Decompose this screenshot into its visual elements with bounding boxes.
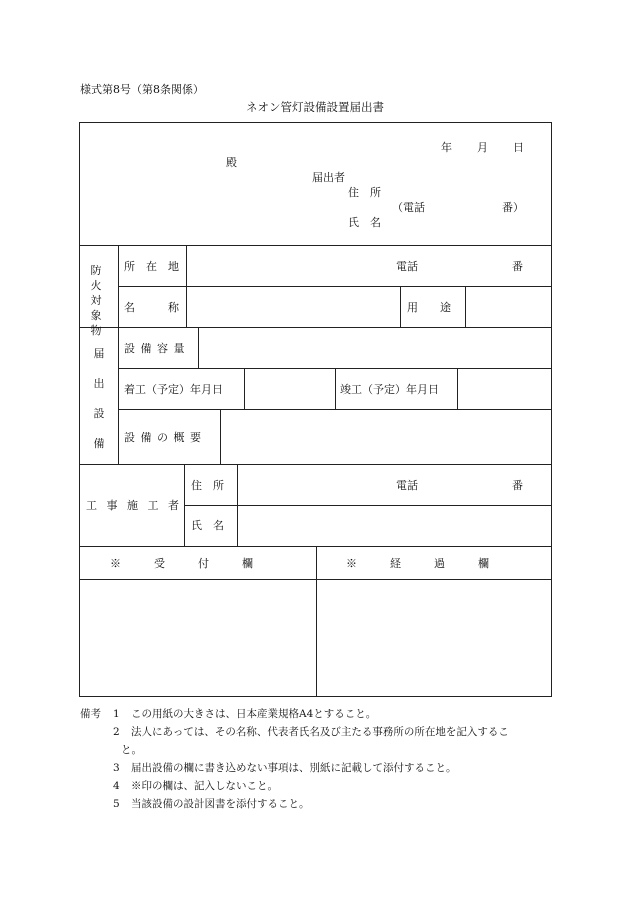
rule-office-split: [316, 546, 317, 697]
location-label: 所 在 地: [124, 260, 179, 273]
form-number: 様式第8号（第8条関係）: [80, 83, 204, 96]
rule-equip-2: [118, 409, 551, 410]
note-text: ※印の欄は、記入しないこと。: [131, 780, 278, 792]
note-continuation: と。: [121, 744, 142, 756]
date-day: 日: [513, 141, 524, 154]
date-year: 年: [441, 141, 452, 154]
rule-top-block: [80, 245, 551, 246]
rule-target-mid: [118, 286, 551, 287]
location-phone-unit: 番: [512, 260, 523, 273]
note-number: 4: [113, 780, 120, 792]
contractor-name-label: 氏 名: [191, 519, 224, 532]
rule-capacity-label: [198, 327, 199, 368]
rule-contractor-label: [237, 464, 238, 546]
form-table: [79, 122, 552, 697]
location-phone-label: 電話: [396, 260, 418, 273]
rule-start-label: [244, 368, 245, 409]
notifier-phone-open: （電話: [392, 201, 425, 214]
progress-column-label: ※ 経 過 欄: [346, 557, 489, 570]
rule-overview-label: [220, 409, 221, 464]
note-text: この用紙の大きさは、日本産業規格A4とすること。: [131, 708, 377, 720]
target-name-label: 名 称: [124, 301, 179, 314]
contractor-phone-unit: 番: [512, 479, 523, 492]
contractor-section-label: 工 事 施 工 者: [86, 499, 182, 512]
rule-contractor-left: [184, 464, 185, 546]
rule-equip-end: [80, 464, 551, 465]
note-number: 1: [113, 708, 120, 720]
rule-finish-right: [457, 368, 458, 409]
finish-date-label: 竣工（予定）年月日: [340, 383, 439, 396]
note-text: 当該設備の設計図書を添付すること。: [131, 798, 310, 810]
capacity-label: 設 備 容 量: [124, 342, 186, 355]
contractor-phone-label: 電話: [396, 479, 418, 492]
reception-column-label: ※ 受 付 欄: [110, 557, 253, 570]
rule-finish-left: [335, 368, 336, 409]
rule-target-end: [80, 327, 551, 328]
notes-section: [80, 705, 550, 813]
rule-location-label: [186, 245, 187, 327]
notifier-phone-close: 番）: [502, 201, 524, 214]
note-number: 3: [113, 762, 120, 774]
date-month: 月: [477, 141, 488, 154]
note-number: 5: [113, 798, 120, 810]
rule-contractor-mid: [184, 505, 551, 506]
start-date-label: 着工（予定）年月日: [124, 383, 223, 396]
notifier-address-label: 住 所: [348, 186, 381, 199]
document-title: ネオン管灯設備設置届出書: [246, 100, 384, 114]
equipment-section-label: 届出設備: [93, 347, 105, 450]
note-text: 法人にあっては、その名称、代表者氏名及び主たる事務所の所在地を記入するこ: [131, 726, 509, 738]
target-section-label: 防火対象物: [90, 264, 106, 337]
notifier-name-label: 氏 名: [348, 216, 381, 229]
note-text: 届出設備の欄に書き込めない事項は、別紙に記載して添付すること。: [131, 762, 457, 774]
addressee-suffix: 殿: [226, 156, 237, 169]
rule-use-right: [465, 286, 466, 327]
note-number: 2: [113, 726, 120, 738]
notes-label: 備考: [80, 708, 101, 720]
rule-left-col: [118, 245, 119, 464]
notifier-label: 届出者: [312, 171, 345, 184]
contractor-address-label: 住 所: [191, 479, 224, 492]
rule-use-left: [400, 286, 401, 327]
overview-label: 設 備 の 概 要: [124, 431, 202, 444]
use-label: 用 途: [407, 301, 451, 314]
